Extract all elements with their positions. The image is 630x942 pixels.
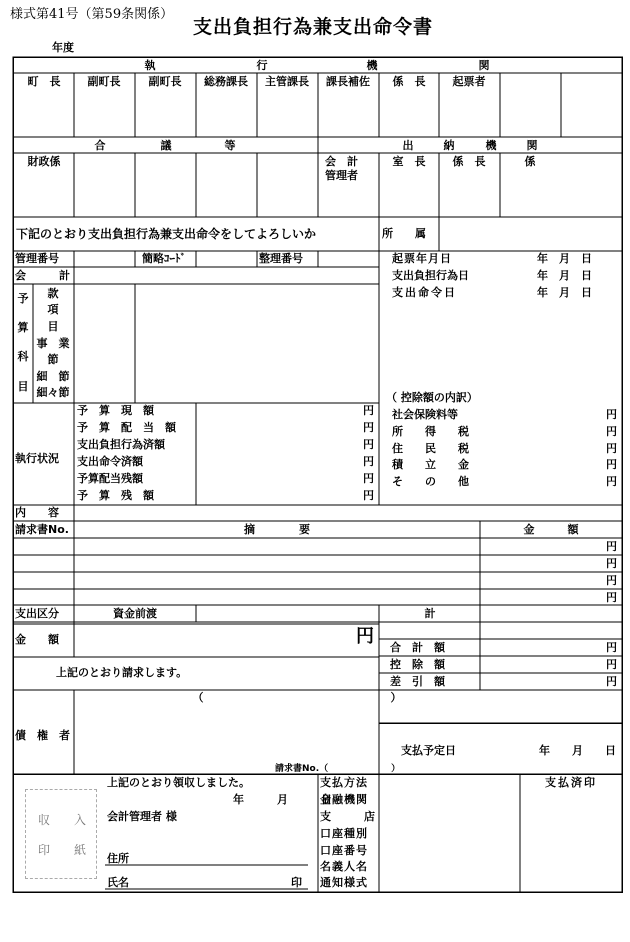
summary-label: 摘 要	[244, 523, 310, 536]
role-general-affairs-chief: 総務課長	[204, 75, 248, 88]
deduction-sum-yen: 円	[606, 658, 617, 671]
budget-kou: 項	[47, 303, 59, 316]
exec-yen-6: 円	[363, 489, 374, 502]
order-date-label: 支出命令日	[392, 286, 457, 299]
receipt-to: 会計管理者 様	[107, 810, 177, 823]
account-holder-label: 名義人名	[320, 860, 368, 873]
revenue-stamp-box	[25, 789, 97, 879]
branch-label: 支 店	[320, 810, 375, 823]
deduction-row-5: そ の 他	[392, 475, 469, 488]
budget-jigyo: 事 業	[36, 337, 70, 350]
chief-label: 係 長	[452, 155, 486, 168]
draft-date-label: 起票年月日	[392, 252, 452, 265]
request-confirmation: 上記のとおり請求します。	[56, 666, 188, 679]
finance-staff-label: 財政係	[27, 155, 61, 168]
exec-row-1: 予 算 現 額	[77, 404, 154, 417]
receipt-date: 年 月 日	[233, 793, 332, 806]
deduction-yen-1: 円	[606, 408, 617, 421]
deduction-row-4: 積 立 金	[392, 458, 469, 471]
role-assistant-chief: 課長補佐	[326, 75, 370, 88]
role-mayor: 町 長	[27, 75, 61, 88]
net-amount-label: 差 引 額	[390, 675, 445, 688]
exec-yen-4: 円	[363, 455, 374, 468]
deduction-row-1: 社会保険料等	[392, 408, 458, 421]
exec-yen-5: 円	[363, 472, 374, 485]
execution-label: 執行状況	[15, 452, 59, 465]
account-number-label: 口座番号	[320, 844, 368, 857]
page-title: 支出負担行為兼支出命令書	[192, 16, 434, 38]
receipt-statement: 上記のとおり領収しました。	[107, 776, 250, 789]
exec-row-6: 予 算 残 額	[77, 489, 154, 502]
total-sum-label: 合 計 額	[390, 641, 445, 654]
name-label: 氏名	[107, 876, 129, 889]
payment-category-label: 支出区分	[15, 607, 59, 620]
invoice-yen-1: 円	[606, 540, 617, 553]
stamp-label-1: 収 入	[38, 813, 87, 827]
budget-ka: 科	[17, 350, 29, 363]
exec-row-5: 予算配当残額	[77, 472, 143, 485]
role-drafter: 起票者	[452, 75, 486, 88]
role-subsection-chief: 係 長	[392, 75, 426, 88]
commitment-date-label: 支出負担行為日	[392, 269, 469, 282]
exec-heading-3: 機	[366, 59, 378, 72]
payment-method-label: 支払方法	[320, 776, 368, 789]
accountant-label-1: 会 計	[325, 155, 358, 168]
exec-heading-2: 行	[256, 59, 268, 72]
treasury-heading-3: 機	[485, 139, 497, 152]
deduction-row-2: 所 得 税	[392, 425, 469, 438]
treasury-heading-2: 納	[443, 139, 455, 152]
council-heading-1: 合	[94, 139, 106, 152]
invoice-yen-2: 円	[606, 557, 617, 570]
council-heading-3: 等	[224, 139, 236, 152]
budget-setsu: 細 節	[36, 370, 70, 383]
deduction-row-3: 住 民 税	[392, 442, 469, 455]
role-section-chief: 主管課長	[265, 75, 309, 88]
draft-date-ymd: 年 月 日	[537, 252, 592, 265]
address-label: 住所	[107, 852, 129, 865]
order-date-ymd: 年 月 日	[537, 286, 592, 299]
office-chief-label: 室 長	[392, 155, 426, 168]
deductions-title: （ 控除額の内訳）	[386, 391, 478, 404]
budget-jigyo-setsu: 節	[47, 353, 59, 366]
budget-moku: 目	[17, 380, 29, 393]
amount-yen: 円	[356, 626, 374, 647]
exec-yen-2: 円	[363, 421, 374, 434]
net-amount-yen: 円	[606, 675, 617, 688]
total-sum-yen: 円	[606, 641, 617, 654]
staff-label: 係	[524, 155, 536, 168]
deduction-yen-3: 円	[606, 442, 617, 455]
budget-kan: 款	[47, 287, 59, 300]
budget-yo: 予	[17, 292, 29, 305]
exec-row-3: 支出負担行為済額	[77, 438, 165, 451]
exec-heading-4: 関	[478, 59, 490, 72]
deduction-yen-4: 円	[606, 458, 617, 471]
request-statement: 下記のとおり支出負担行為兼支出命令をしてよろしいか	[16, 227, 317, 241]
account-label: 会 計	[15, 269, 70, 282]
amount-header-label: 金 額	[523, 523, 579, 536]
treasury-heading-4: 関	[526, 139, 538, 152]
treasury-heading-1: 出	[402, 139, 414, 152]
advance-payment-label: 資金前渡	[113, 607, 157, 620]
deduction-yen-2: 円	[606, 425, 617, 438]
invoice-yen-3: 円	[606, 574, 617, 587]
scheduled-date-label: 支払予定日	[401, 744, 456, 757]
exec-row-4: 支出命令済額	[77, 455, 143, 468]
stamp-label-2: 印 紙	[38, 843, 87, 857]
invoice-no-label: 請求書No.	[15, 523, 69, 536]
commitment-date-ymd: 年 月 日	[537, 269, 592, 282]
form-number: 様式第41号（第59条関係）	[10, 7, 174, 22]
budget-san: 算	[17, 321, 29, 334]
total-label: 計	[424, 607, 436, 620]
budget-moku2: 目	[47, 320, 59, 333]
admin-no-label: 管理番号	[15, 252, 59, 265]
exec-heading-1: 執	[144, 59, 156, 72]
budget-saisaisetsu: 細々節	[36, 386, 70, 399]
council-heading-2: 議	[160, 139, 172, 152]
deduction-yen-5: 円	[606, 475, 617, 488]
exec-yen-3: 円	[363, 438, 374, 451]
ref-no-label: 整理番号	[259, 252, 303, 265]
account-type-label: 口座種別	[320, 827, 368, 840]
scheduled-date-ymd: 年 月 日	[539, 744, 616, 757]
role-deputy-mayor-2: 副町長	[148, 75, 182, 88]
exec-row-2: 予 算 配 当 額	[77, 421, 176, 434]
role-deputy-mayor-1: 副町長	[87, 75, 121, 88]
content-label: 内 容	[15, 506, 59, 519]
paid-stamp-label: 支払済印	[545, 776, 597, 789]
deduction-sum-label: 控 除 額	[390, 658, 445, 671]
creditor-paren: （ ）	[192, 691, 402, 704]
bank-label: 金融機関	[320, 793, 368, 806]
affiliation-label: 所 属	[382, 227, 426, 240]
invoice-yen-4: 円	[606, 591, 617, 604]
notification-format-label: 通知様式	[320, 876, 368, 889]
short-code-label: 簡略ｺｰﾄﾞ	[142, 252, 186, 265]
seal-mark: 印	[291, 876, 302, 889]
exec-yen-1: 円	[363, 404, 374, 417]
creditor-invoice-no: 請求書No.（ ）	[275, 764, 401, 774]
amount-label: 金 額	[15, 633, 59, 646]
accountant-label-2: 管理者	[325, 169, 358, 182]
creditor-label: 債 権 者	[15, 729, 70, 742]
fiscal-year-label: 年度	[52, 41, 74, 54]
